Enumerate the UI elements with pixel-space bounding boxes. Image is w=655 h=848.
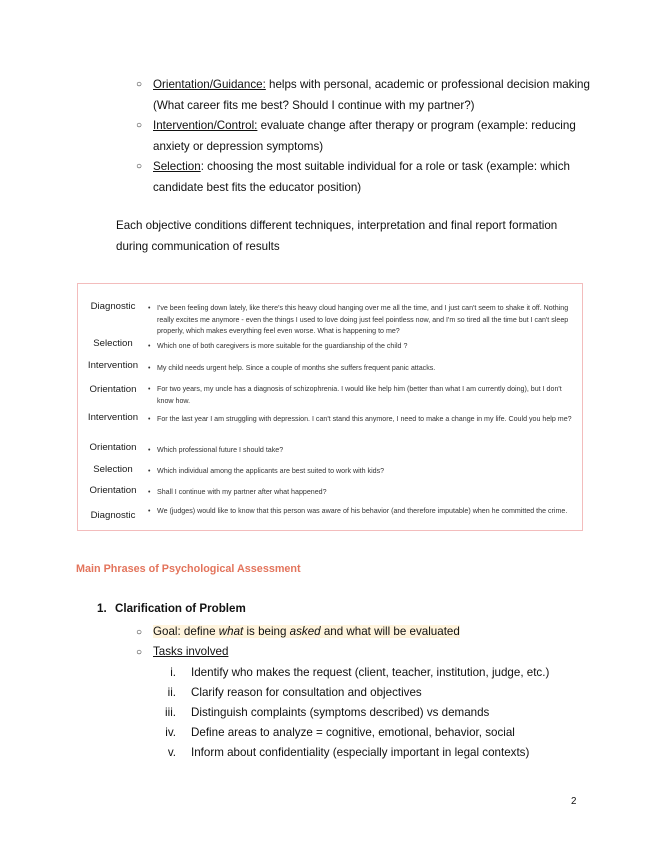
objective-text: : choosing the most suitable individual for a role or task (example: which candidate best fits the educator position) [153,160,570,194]
task-item [150,683,422,703]
objective-item [136,116,596,157]
objective-term: Selection [153,160,201,173]
example-text: • We (judges) would like to know that this person was aware of his behavior (and therefore imputable) when he committed the crime. [148,506,572,518]
example-text: • For two years, my uncle has a diagnosis of schizophrenia. I would like help him (better than what I am currently doing), but I don't know how. [148,384,572,407]
example-label: Intervention [87,412,139,423]
example-label: Diagnostic [90,510,136,521]
objective-text: evaluate change after therapy or program (example: reducing anxiety or depression symptoms) [153,119,576,153]
objective-term: Orientation/Guidance: [153,78,266,91]
task-text: Define areas to analyze = cognitive, emotional, behavior, social [191,726,515,739]
example-text: • My child needs urgent help. Since a couple of months she suffers frequent panic attacks. [148,363,572,375]
goal-middle: is being [243,625,290,638]
goal-what: what [218,625,244,638]
example-text: • Which one of both caregivers is more suitable for the guardianship of the child ? [148,341,572,353]
objectives-paragraph: Each objective conditions different techniques, interpretation and final report formation during communication of results [116,219,558,253]
goal-asked: asked [289,625,321,638]
tasks-heading [136,642,228,663]
example-text: • For the last year I am struggling with depression. I can't stand this anymore, I need to make a change in my life. Could you help me? [148,414,572,426]
examples-table [77,283,583,531]
example-text: • Shall I continue with my partner after what happened? [148,487,572,499]
task-text: Distinguish complaints (symptoms described) vs demands [191,706,490,719]
example-text: • Which individual among the applicants are best suited to work with kids? [148,466,572,478]
example-text: • Which professional future I should take? [148,445,572,457]
hollow-bullet-icon: ○ [136,120,143,131]
task-text: Inform about confidentiality (especially important in legal contexts) [191,746,530,759]
task-item [150,723,515,743]
goal-prefix: Goal: define [153,625,219,638]
task-item [150,743,529,763]
example-label: Diagnostic [90,301,136,312]
example-text: • I've been feeling down lately, like there's this heavy cloud hanging over me all the time, and I just can't seem to shake it off. Nothing really excites me anymore - even the things I used to love doing just feel pointless now, and I'm so tired all the time but I can't sleep properly, which makes everything feel even worse. What is happening to me? [148,303,572,338]
task-numeral: i. [170,666,176,679]
section-title: Main Phrases of Psychological Assessment [76,563,301,575]
example-label: Intervention [87,360,139,371]
objective-text: helps with personal, academic or professional decision making (What career fits me best? Should I continue with my partner?) [153,78,590,112]
example-label: Orientation [89,384,137,395]
tasks-label: Tasks involved [153,645,229,658]
task-item [150,663,549,683]
hollow-bullet-icon: ○ [136,161,143,172]
task-numeral: iv. [165,726,176,739]
task-text: Identify who makes the request (client, teacher, institution, judge, etc.) [191,666,550,679]
hollow-bullet-icon: ○ [136,79,143,90]
example-label: Selection [93,338,133,349]
objective-item [136,157,596,198]
objective-term: Intervention/Control: [153,119,258,132]
task-numeral: ii. [167,686,176,699]
goal-text [153,625,460,638]
task-numeral: iii. [165,706,176,719]
objectives-list [136,75,596,198]
task-item [150,703,489,723]
phase-number: 1. [97,602,107,615]
phase-goal [136,622,460,643]
goal-suffix: and what will be evaluated [320,625,460,638]
example-label: Orientation [89,442,137,453]
phase-heading [97,602,246,615]
phase-title: Clarification of Problem [115,602,246,615]
hollow-bullet-icon: ○ [136,647,143,658]
task-text: Clarify reason for consultation and objectives [191,686,422,699]
example-label: Selection [93,464,133,475]
task-numeral: v. [167,746,176,759]
objective-item [136,75,596,116]
example-label: Orientation [89,485,137,496]
hollow-bullet-icon: ○ [136,627,143,638]
page-number: 2 [571,796,577,807]
